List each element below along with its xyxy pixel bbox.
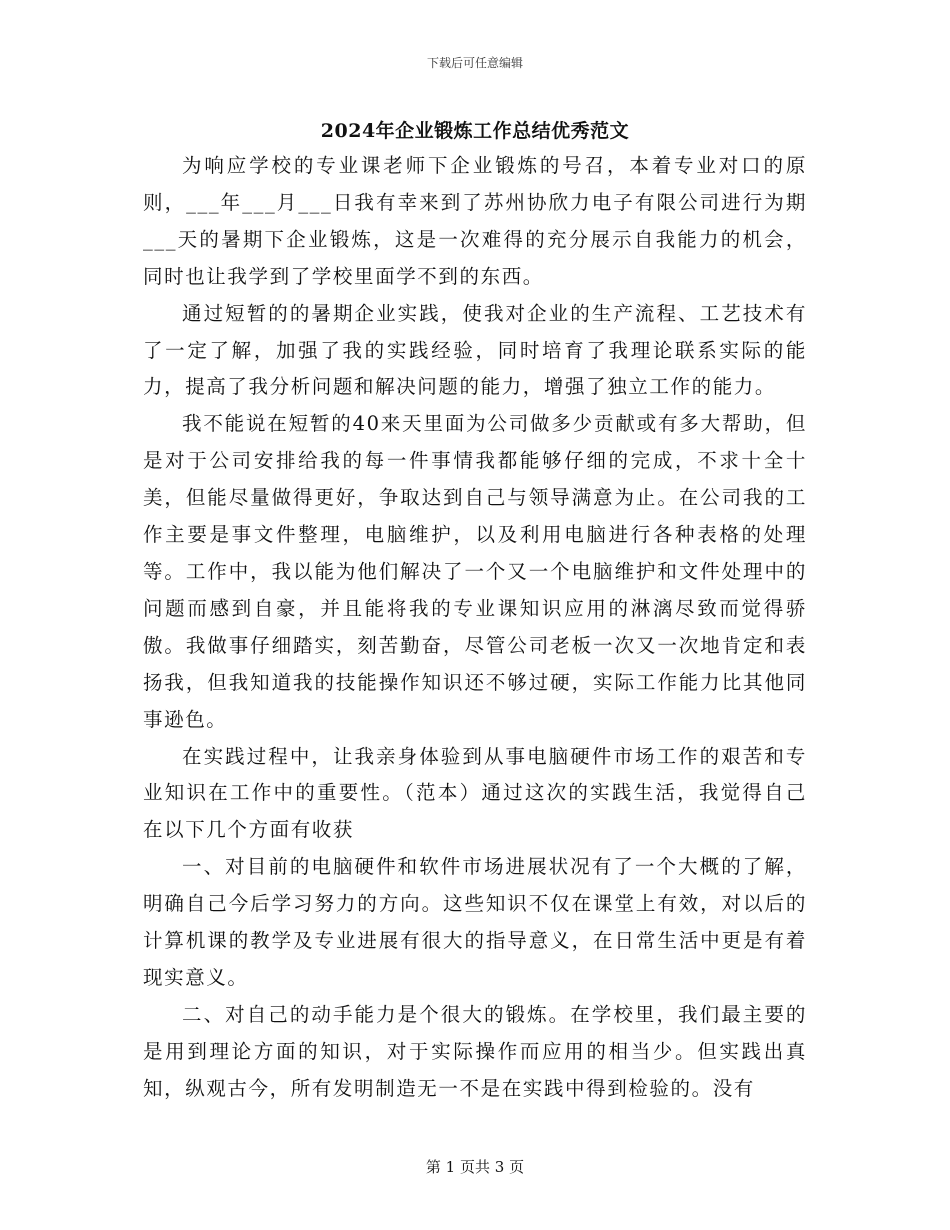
document-title: 2024年企业锻炼工作总结优秀范文 <box>320 120 630 142</box>
paragraph: 我不能说在短暂的40来天里面为公司做多少贡献或有多大帮助，但是对于公司安排给我的每一件事情我都能够仔细的完成，不求十全十美，但能尽量做得更好，争取达到自己与领导满意为止。在公司我的工作主要是事文件整理，电脑维护，以及利用电脑进行各种表格的处理等。工作中，我以能为他们解决了一个又一个电脑维护和文件处理中的问题而感到自豪，并且能将我的专业课知识应用的淋漓尽致而觉得骄傲。我做事仔细踏实，刻苦勤奋，尽管公司老板一次又一次地肯定和表扬我，但我知道我的技能操作知识还不够过硬，实际工作能力比其他同事逊色。 <box>143 412 807 731</box>
paragraph: 二、对自己的动手能力是个很大的锻炼。在学校里，我们最主要的是用到理论方面的知识，对于实际操作而应用的相当少。但实践出真知，纵观古今，所有发明制造无一不是在实践中得到检验的。没有 <box>143 1002 807 1100</box>
page-header: 下载后可任意编辑 <box>426 56 523 70</box>
paragraph: 一、对目前的电脑硬件和软件市场进展状况有了一个大概的了解，明确自己今后学习努力的方向。这些知识不仅在课堂上有效，对以后的计算机课的教学及专业进展有很大的指导意义，在日常生活中更是有着现实意义。 <box>143 855 807 989</box>
paragraph: 为响应学校的专业课老师下企业锻炼的号召，本着专业对口的原则，___年___月___日我有幸来到了苏州协欣力电子有限公司进行为期___天的暑期下企业锻炼，这是一次难得的充分展示自我能力的机会，同时也让我学到了学校里面学不到的东西。 <box>143 154 807 288</box>
paragraph: 通过短暂的的暑期企业实践，使我对企业的生产流程、工艺技术有了一定了解，加强了我的实践经验，同时培育了我理论联系实际的能力，提高了我分析问题和解决问题的能力，增强了独立工作的能力。 <box>143 301 807 399</box>
paragraph: 在实践过程中，让我亲身体验到从事电脑硬件市场工作的艰苦和专业知识在工作中的重要性。（范本）通过这次的实践生活，我觉得自己在以下几个方面有收获 <box>143 744 807 842</box>
page-footer: 第 1 页共 3 页 <box>425 1158 525 1176</box>
document-body <box>143 148 807 1108</box>
